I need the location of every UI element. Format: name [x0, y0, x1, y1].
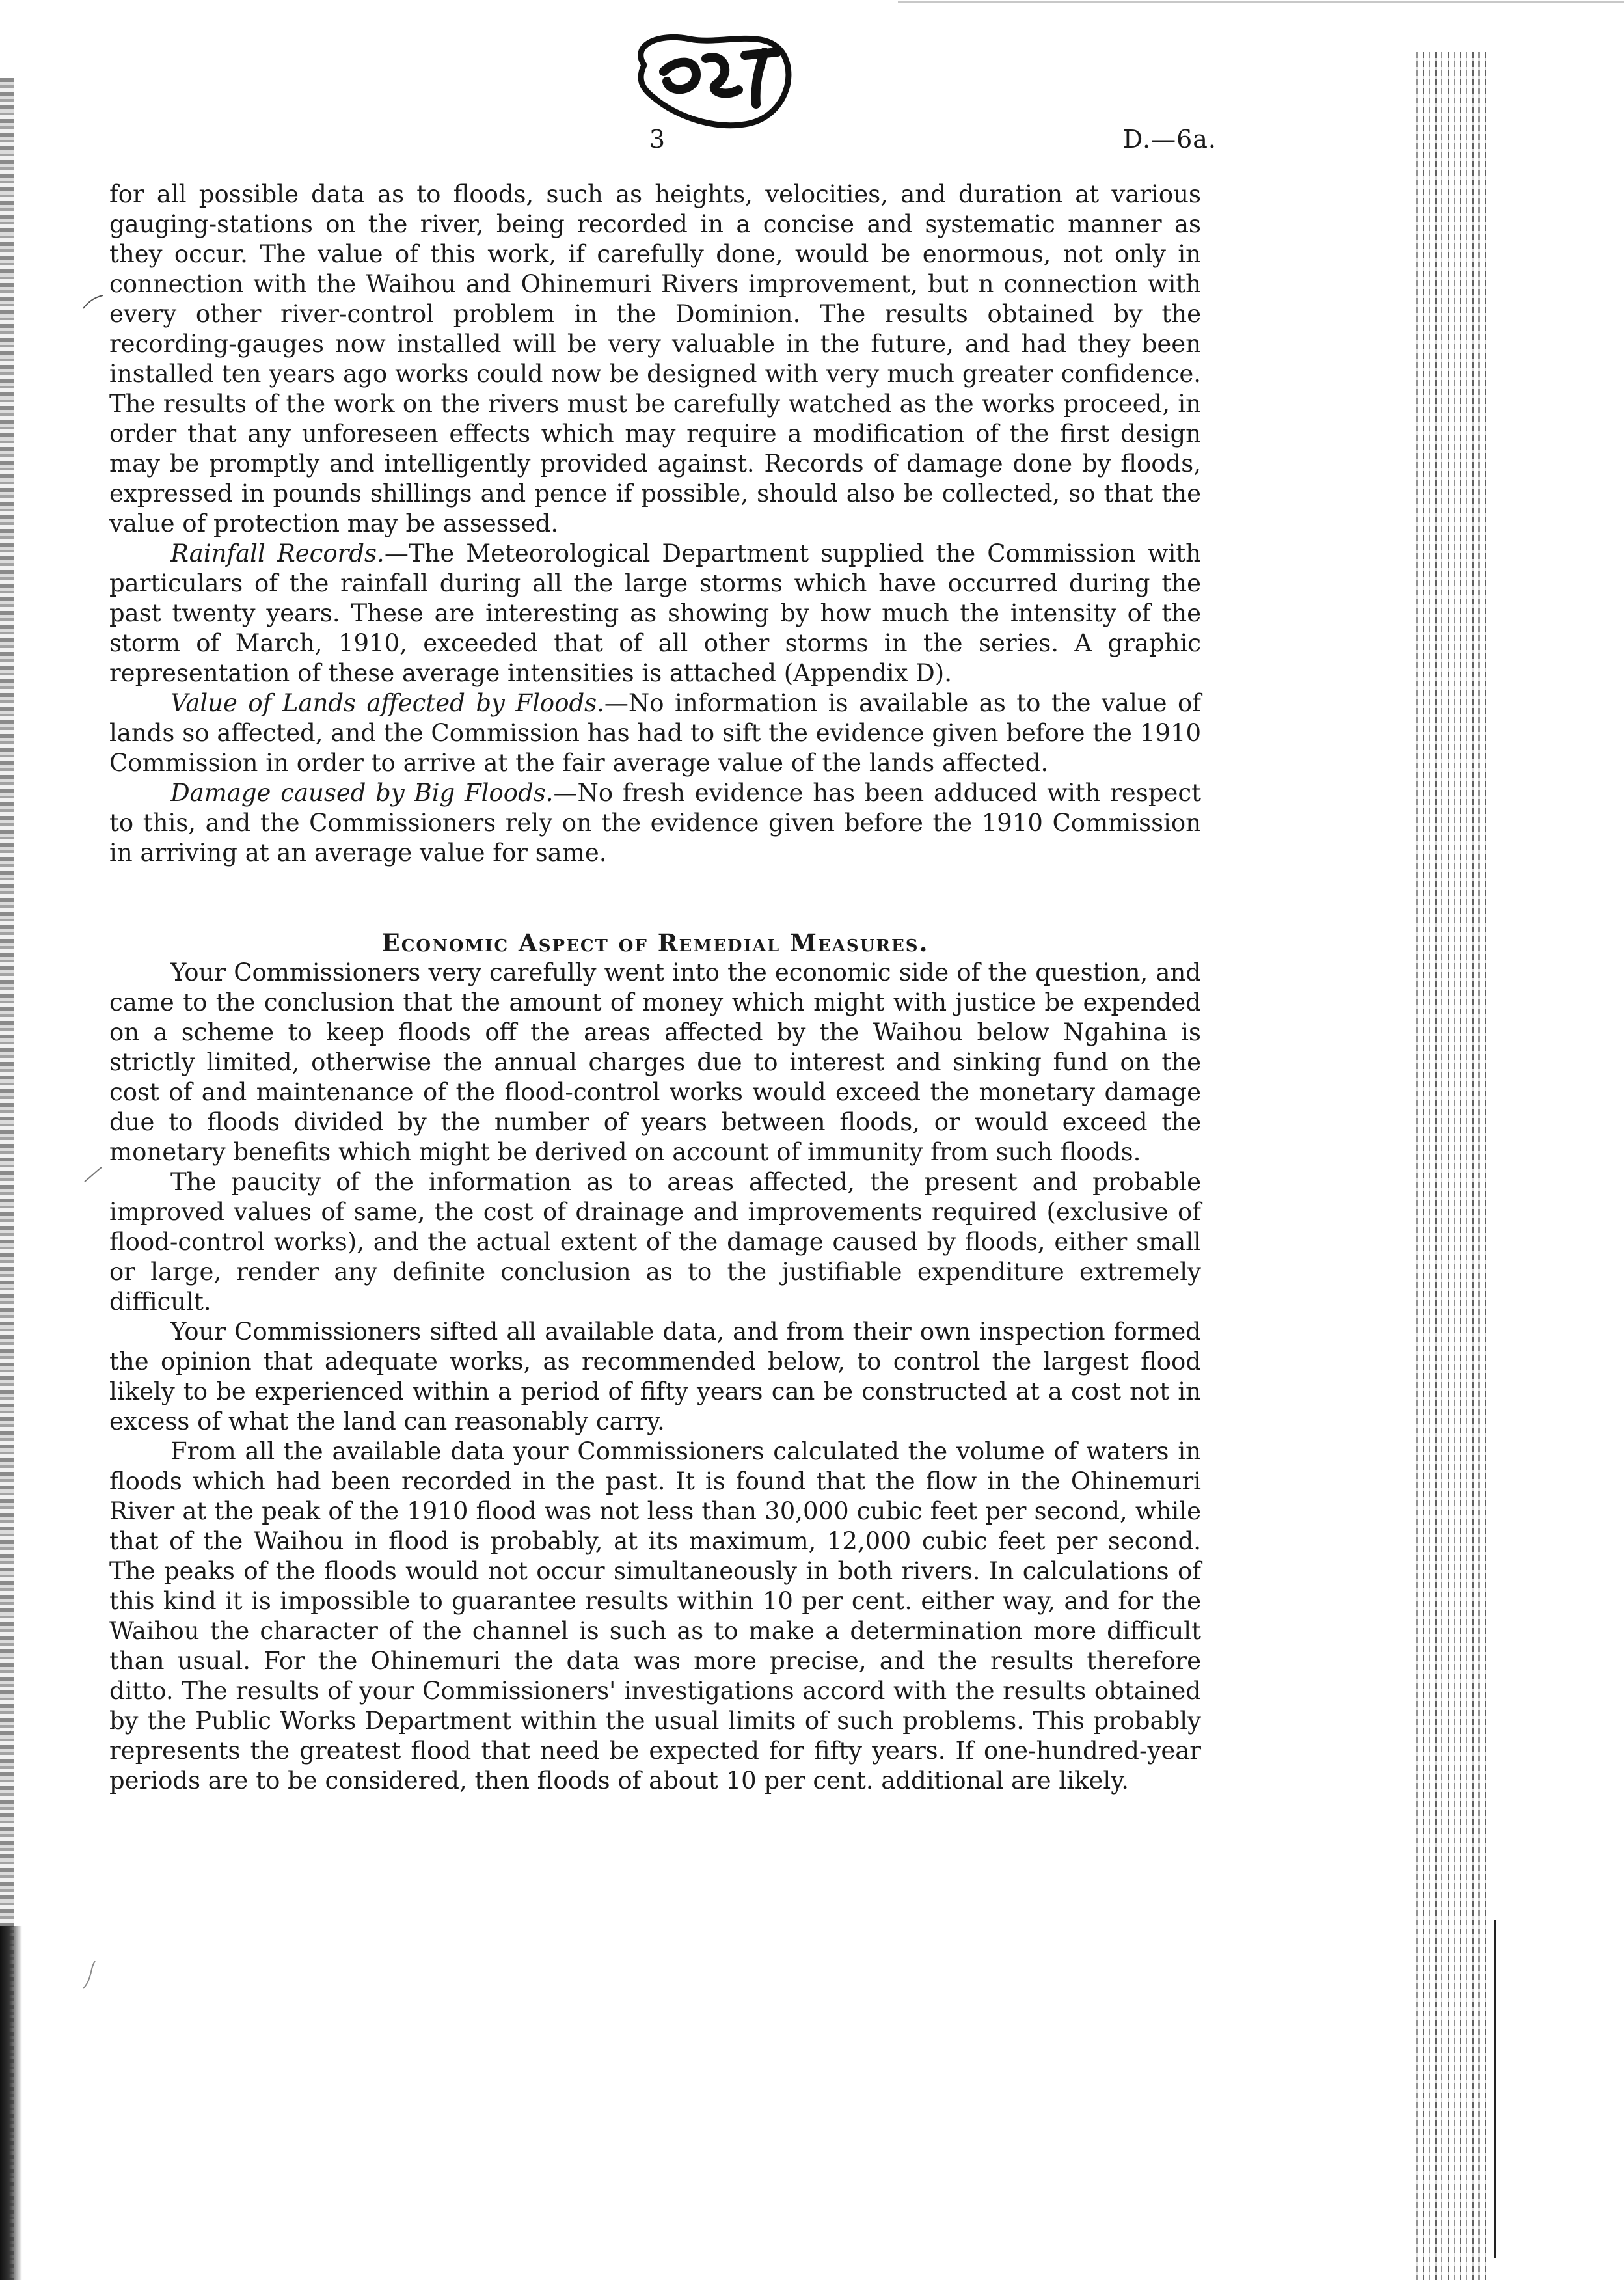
runin-heading: Damage caused by Big Floods.	[170, 779, 554, 807]
body-paragraph	[109, 688, 1201, 778]
margin-pencil-mark	[79, 1165, 105, 1184]
body-paragraph	[109, 958, 1201, 1167]
paragraph-text: —The Meteorological Department supplied the Commission with particulars of the rainfall during all the large storms which have occurred during the past twenty years. These are interesting as showing by how much the intensity of the storm of March, 1910, exceeded that of all other storms in the series. A graphic representation of these average intensities is attached (Appendix D).	[109, 539, 1201, 687]
scan-right-edge	[1412, 52, 1490, 2280]
page-body	[109, 180, 1201, 1796]
document-reference: D.—6a.	[1122, 125, 1217, 154]
scan-right-rule	[1494, 1920, 1496, 2258]
paragraph-text: —No information is available as to the value of lands so affected, and the Commission has had to sift the evidence given before the 1910 Commission in order to arrive at the fair average value of the lands affected.	[109, 689, 1201, 777]
paragraph-text: —No fresh evidence has been adduced with respect to this, and the Commissioners rely on the evidence given before the 1910 Commission in arriving at an average value for same.	[109, 779, 1201, 867]
runin-heading: Value of Lands affected by Floods.	[170, 689, 604, 717]
paragraph-text: Your Commissioners very carefully went into the economic side of the question, and came to the conclusion that the amount of money which might with justice be expended on a scheme to keep floods off the areas affected by the Waihou below Ngahina is strictly limited, otherwise the annual charges due to interest and sinking fund on the cost of and maintenance of the flood-control works would exceed the monetary damage due to floods divided by the number of years between floods, or would exceed the monetary benefits which might be derived on account of immunity from such floods.	[109, 958, 1201, 1166]
scan-binding-shadow	[0, 1926, 22, 2280]
body-paragraph	[109, 1437, 1201, 1796]
body-paragraph	[109, 1167, 1201, 1317]
section-heading: Economic Aspect of Remedial Measures.	[381, 929, 929, 957]
scan-top-rule	[898, 1, 1624, 3]
handwritten-folio-stamp	[618, 20, 807, 130]
paragraph-text: for all possible data as to floods, such as heights, velocities, and duration at various gauging-stations on the river, being recorded in a concise and systematic manner as they occur. The value of this work, if carefully done, would be enormous, not only in connection with the Waihou and Ohinemuri Rivers improvement, but n connection with every other river-control problem in the Dominion. The results obtained by the recording-gauges now installed will be very valuable in the future, and had they been installed ten years ago works could now be designed with very much greater confidence. The results of the work on the rivers must be carefully watched as the works proceed, in order that any unforeseen effects which may require a modification of the first design may be promptly and intelligently provided against. Records of damage done by floods, expressed in pounds shillings and pence if possible, should also be collected, so that the value of protection may be assessed.	[109, 180, 1201, 537]
page-number: 3	[649, 125, 666, 154]
margin-pencil-mark	[75, 1959, 102, 1991]
paragraph-text: From all the available data your Commissioners calculated the volume of waters in floods which had been recorded in the past. It is found that the flow in the Ohinemuri River at the peak of the 1910 flood was not less than 30,000 cubic feet per second, while that of the Waihou in flood is probably, at its maximum, 12,000 cubic feet per second. The peaks of the floods would not occur simultaneously in both rivers. In calculations of this kind it is impossible to guarantee results within 10 per cent. either way, and for the Waihou the character of the channel is such as to make a determination more difficult than usual. For the Ohinemuri the data was more precise, and the results therefore ditto. The results of your Commissioners' investigations accord with the results obtained by the Public Works Department within the usual limits of such problems. This probably represents the greatest flood that need be expected for fifty years. If one-hundred-year periods are to be considered, then floods of about 10 per cent. additional are likely.	[109, 1437, 1201, 1795]
runin-heading: Rainfall Records.	[170, 539, 385, 567]
body-paragraph	[109, 1317, 1201, 1437]
body-paragraph	[109, 180, 1201, 539]
margin-pencil-mark	[81, 292, 107, 311]
body-paragraph	[109, 778, 1201, 868]
section-spacer	[109, 868, 1201, 928]
body-paragraph	[109, 539, 1201, 688]
paragraph-text: Your Commissioners sifted all available data, and from their own inspection formed the opinion that adequate works, as recommended below, to control the largest flood likely to be experienced within a period of fifty years can be constructed at a cost not in excess of what the land can reasonably carry.	[109, 1318, 1201, 1435]
paragraph-text: The paucity of the information as to areas affected, the present and probable improved values of same, the cost of drainage and improvements required (exclusive of flood-control works), and the actual extent of the damage caused by floods, either small or large, render any definite conclusion as to the justifiable expenditure extremely difficult.	[109, 1168, 1201, 1316]
